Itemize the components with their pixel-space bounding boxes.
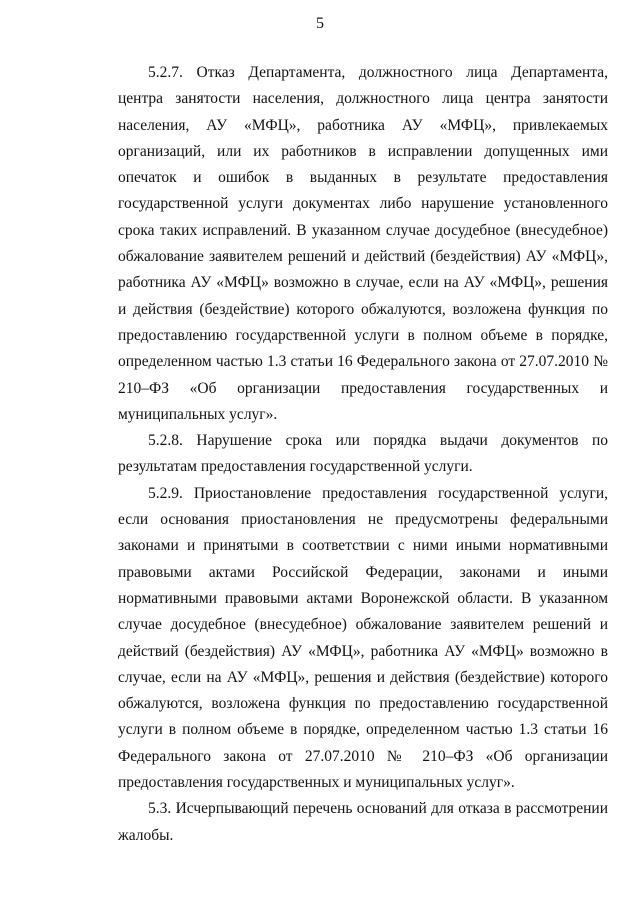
paragraph-5-3: 5.3. Исчерпывающий перечень оснований для отказа в рассмотрении жалобы. <box>118 800 608 844</box>
paragraph-5-2-9: 5.2.9. Приостановление предоставления государственной услуги, если основания приостановления не предусмотрены федеральными законами и принятыми в соответствии с ними иными нормативными правовыми актами Российской Федерации, законами и иными нормативными правовыми актами Воронежской области. В указанном случае досудебное (внесудебное) обжалование заявителем решений и действий (бездействия) АУ «МФЦ», работника АУ «МФЦ» возможно в случае, если на АУ «МФЦ», решения и действия (бездействие) которого обжалуются, возложена функция по предоставлению государственной услуги в полном объеме в порядке, определенном частью 1.3 статьи 16 Федерального закона от 27.07.2010 № 210–ФЗ «Об организации предоставления государственных и муниципальных услуг». <box>118 484 608 792</box>
paragraph-5-2-8: 5.2.8. Нарушение срока или порядка выдачи документов по результатам предоставления государственной услуги. <box>118 432 608 476</box>
paragraph-5-2-7: 5.2.7. Отказ Департамента, должностного лица Департамента, центра занятости населения, должностного лица центра занятости населения, АУ «МФЦ», работника АУ «МФЦ», привлекаемых организаций, или их работников в исправлении допущенных ими опечаток и ошибок в выданных в результате предоставления государственной услуги документах либо нарушение установленного срока таких исправлений. В указанном случае досудебное (внесудебное) обжалование заявителем решений и действий (бездействия) АУ «МФЦ», работника АУ «МФЦ» возможно в случае, если на АУ «МФЦ», решения и действия (бездействие) которого обжалуются, возложена функция по предоставлению государственной услуги в полном объеме в порядке, определенном частью 1.3 статьи 16 Федерального закона от 27.07.2010 № 210–ФЗ «Об организации предоставления государственных и муниципальных услуг». <box>118 64 608 423</box>
page-number: 5 <box>316 15 324 32</box>
document-body <box>118 60 608 849</box>
